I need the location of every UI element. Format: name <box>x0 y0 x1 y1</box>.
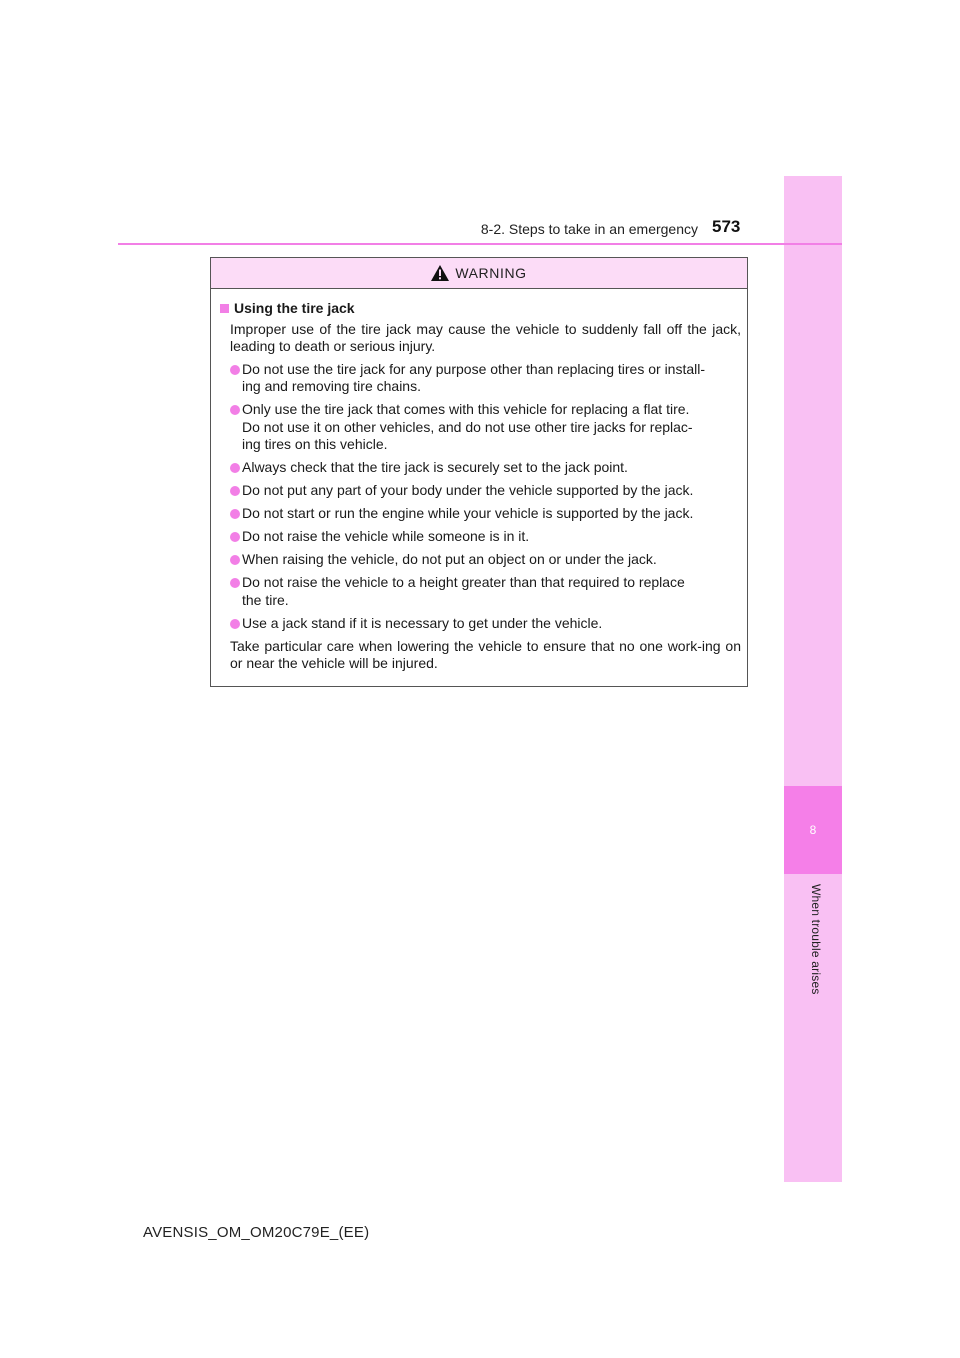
warning-intro: Improper use of the tire jack may cause the vehicle to suddenly fall off the jack, leading to death or serious injury. <box>230 320 741 354</box>
chapter-side-tab <box>784 176 842 1182</box>
warning-bullet-list <box>220 361 741 633</box>
bullet-text-line: Do not use the tire jack for any purpose other than replacing tires or install- <box>242 360 706 377</box>
header-divider <box>118 243 842 245</box>
bullet-text-line: Do not raise the vehicle to a height greater than that required to replace <box>242 574 685 590</box>
section-heading <box>220 300 741 318</box>
bullet-text-line: Do not use it on other vehicles, and do not use other tire jacks for replac- <box>242 418 693 435</box>
bullet-text-line: Use a jack stand if it is necessary to get under the vehicle. <box>242 614 603 631</box>
bullet-text-line: Do not put any part of your body under the vehicle supported by the jack. <box>242 482 694 498</box>
warning-bullet-item <box>220 482 741 500</box>
bullet-text-line: When raising the vehicle, do not put an object on or under the jack. <box>242 551 657 567</box>
round-bullet-icon <box>230 509 240 519</box>
warning-bullet-item <box>220 528 741 546</box>
round-bullet-icon <box>230 486 240 496</box>
bullet-text-line: Do not start or run the engine while your vehicle is supported by the jack. <box>242 505 694 521</box>
bullet-text-line: ing and removing tire chains. <box>242 378 421 394</box>
round-bullet-icon <box>230 532 240 542</box>
section-title: 8-2. Steps to take in an emergency <box>480 221 698 237</box>
square-bullet-icon <box>220 304 229 313</box>
chapter-number-box <box>784 786 842 874</box>
warning-label: WARNING <box>455 265 527 281</box>
chapter-title: When trouble arises <box>809 884 823 995</box>
warning-closing: Take particular care when lowering the vehicle to ensure that no one work-ing on or near the vehicle will be injured. <box>230 637 741 671</box>
warning-box <box>210 257 748 687</box>
warning-bullet-item <box>220 401 741 454</box>
bullet-text-line: Only use the tire jack that comes with this vehicle for replacing a flat tire. <box>242 401 690 417</box>
document-code: AVENSIS_OM_OM20C79E_(EE) <box>143 1224 370 1241</box>
round-bullet-icon <box>230 365 240 375</box>
warning-bullet-item <box>220 361 741 396</box>
chapter-number: 8 <box>809 823 817 837</box>
bullet-text-line: Always check that the tire jack is securely set to the jack point. <box>242 459 628 475</box>
page-number: 573 <box>712 217 741 236</box>
warning-triangle-icon <box>431 265 449 281</box>
round-bullet-icon <box>230 463 240 473</box>
section-heading-text: Using the tire jack <box>234 300 355 316</box>
warning-bullet-item <box>220 505 741 523</box>
round-bullet-icon <box>230 555 240 565</box>
warning-header <box>211 258 747 289</box>
warning-content <box>211 289 747 673</box>
bullet-text-line: ing tires on this vehicle. <box>242 436 388 452</box>
round-bullet-icon <box>230 405 240 415</box>
warning-bullet-item <box>220 459 741 477</box>
warning-bullet-item <box>220 551 741 569</box>
round-bullet-icon <box>230 578 240 588</box>
bullet-text-line: the tire. <box>242 591 289 608</box>
warning-bullet-item <box>220 615 741 633</box>
warning-bullet-item <box>220 574 741 609</box>
round-bullet-icon <box>230 619 240 629</box>
bullet-text-line: Do not raise the vehicle while someone is in it. <box>242 528 530 544</box>
